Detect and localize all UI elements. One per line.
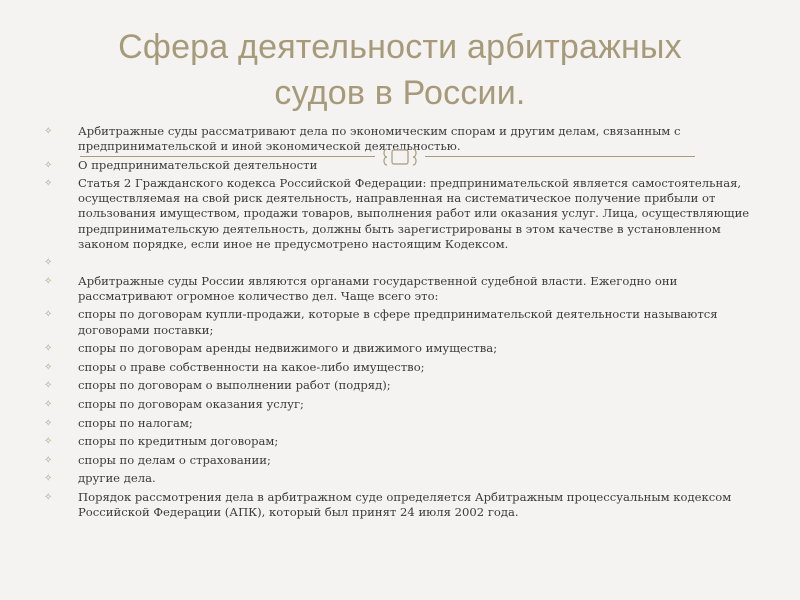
bullet-icon: ✧ [44,361,53,373]
bullet-icon: ✧ [44,309,53,321]
ornament-icon [381,147,419,167]
list-item-text: споры по налогам; [78,415,193,430]
list-item [44,453,760,468]
list-item-text: Порядок рассмотрения дела в арбитражном суде определяется Арбитражным процессуальным кодексом Российской Федерации (АПК), который был принят 24 июля 2002 года. [78,489,732,519]
list-item-text: споры по договорам о выполнении работ (подряд); [78,378,391,393]
bullet-icon: ✧ [44,417,53,429]
list-item [44,360,760,375]
bullet-list [44,124,760,524]
bullet-icon: ✧ [44,380,53,392]
list-item [44,378,760,393]
list-item [44,490,760,520]
list-item-text: споры по кредитным договорам; [78,434,279,449]
bullet-icon: ✧ [44,491,53,503]
list-item-text: споры по делам о страховании; [78,452,271,467]
bullet-icon: ✧ [44,275,53,287]
bullet-icon: ✧ [44,159,53,171]
list-item [44,397,760,412]
bullet-icon: ✧ [44,454,53,466]
slide-title-line-2: судов в России. [274,74,526,112]
list-item-text: О предпринимательской деятельности [78,157,318,172]
slide-title-line-1: Сфера деятельности арбитражных [118,28,682,66]
list-item-text: Арбитражные суды России являются органами государственной судебной власти. Ежегодно они рассматривают огромное количество дел. Чаще всего это: [78,273,678,303]
bullet-icon: ✧ [44,398,53,410]
list-item-text: споры по договорам купли-продажи, которые в сфере предпринимательской деятельности называются договорами поставки; [78,307,718,337]
bullet-icon: ✧ [44,178,53,190]
bullet-icon: ✧ [44,343,53,355]
list-item [44,274,760,304]
list-item [44,176,760,251]
bullet-icon: ✧ [44,126,53,137]
list-item [44,255,760,270]
list-item [44,416,760,431]
list-item [44,434,760,449]
list-item [44,471,760,486]
list-item-text: споры по договорам аренды недвижимого и движимого имущества; [78,341,498,356]
list-item-text: споры по договорам оказания услуг; [78,396,304,411]
divider-line-left [80,156,375,157]
bullet-icon: ✧ [44,473,53,485]
divider-line-right [425,156,695,157]
bullet-icon: ✧ [44,257,53,269]
list-item [44,341,760,356]
list-item-text: другие дела. [78,471,156,486]
list-item-text [78,255,760,270]
bullet-icon: ✧ [44,436,53,448]
list-item-text: Статья 2 Гражданского кодекса Российской Федерации: предпринимательской является самостоятельная, осуществляемая на свой риск деятельность, направленная на систематическое получение прибыли от пользования имуществом, продажи товаров, выполнения работ или оказания услуг. Лица, осуществляющие предпринимательскую деятельность, должны быть зарегистрированы в этом качестве в установленном законом порядке, если иное не предусмотрено настоящим Кодексом. [78,176,750,251]
list-item [44,307,760,337]
slide-title [80,24,720,116]
list-item-text: споры о праве собственности на какое-либо имущество; [78,359,425,374]
list-item-text: Арбитражные суды рассматривают дела по экономическим спорам и другим делам, связанным с предпринимательской и иной экономической деятельностью. [78,124,681,154]
title-divider [0,147,800,167]
